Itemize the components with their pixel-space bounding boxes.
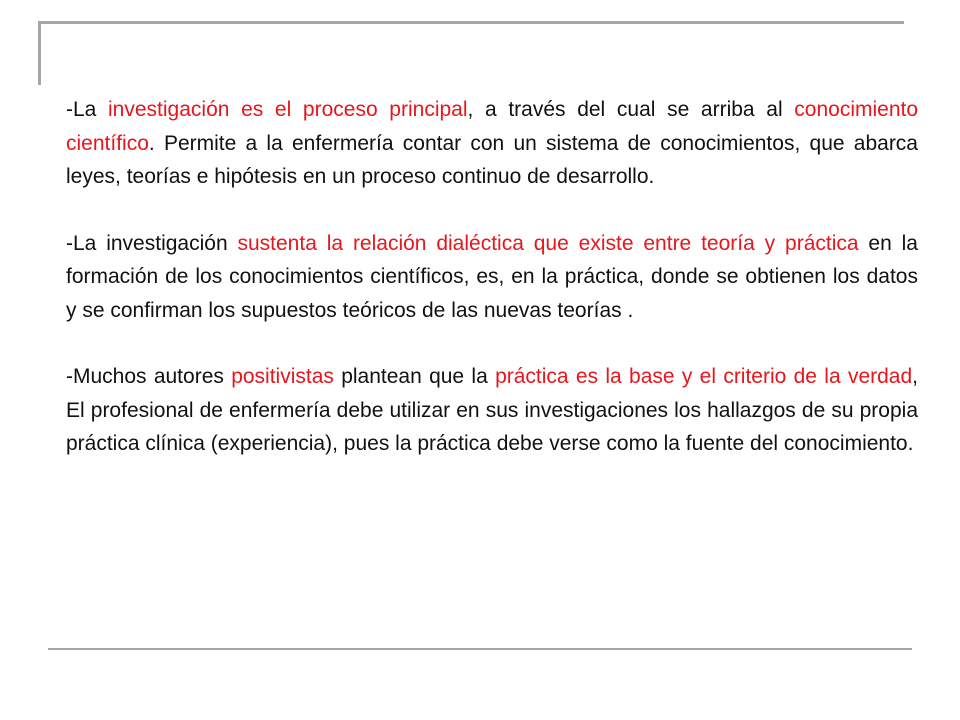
highlight-run: positivistas (231, 365, 334, 388)
text-run: -La investigación (66, 231, 238, 255)
frame-left-line (38, 21, 41, 85)
highlight-run: sustenta la relación dialéctica que existe entre teoría y práctica (237, 231, 859, 255)
frame-bottom-line (48, 648, 912, 650)
paragraph-dialectic-relation (66, 227, 918, 328)
highlight-run: conocimiento científico (66, 98, 919, 155)
text-run: , a través del cual se arriba al (467, 98, 795, 121)
text-run: -Muchos autores (66, 365, 232, 388)
highlight-run: práctica es la base y el criterio de la verdad (495, 365, 913, 388)
text-run: , El profesional de enfermería debe utilizar en sus investigaciones los hallazgos de su propia práctica clínica (experiencia), pues la práctica debe verse como la fuente del conocimiento. (66, 365, 918, 455)
text-run: plantean que la (333, 365, 496, 388)
paragraph-investigation-principal (66, 93, 918, 194)
text-run: en la formación de los conocimientos científicos, es, en la práctica, donde se obtienen los datos y se confirman los supuestos teóricos de las nuevas teorías . (66, 231, 918, 322)
text-run: . Permite a la enfermería contar con un sistema de conocimientos, que abarca leyes, teorías e hipótesis en un proceso continuo de desarrollo. (66, 131, 918, 188)
frame-top-line (40, 21, 904, 24)
highlight-run: investigación es el proceso principal (108, 98, 468, 121)
text-run: -La (66, 98, 109, 121)
paragraph-positivist-authors (66, 360, 918, 461)
slide-body (66, 93, 918, 494)
